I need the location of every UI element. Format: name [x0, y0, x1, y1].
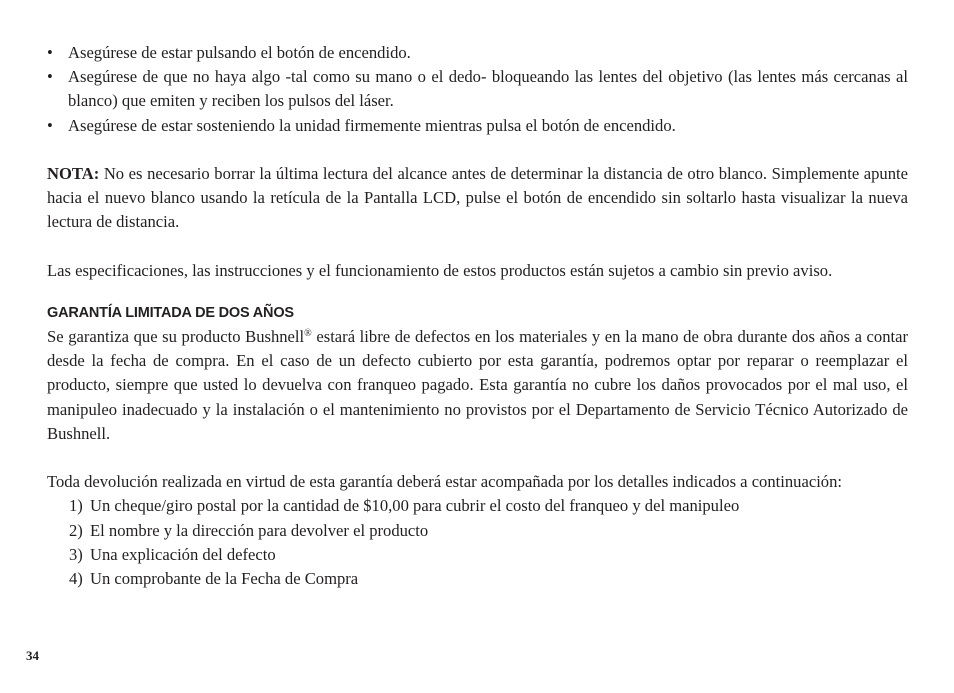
troubleshooting-bullet-list — [47, 41, 908, 138]
return-intro: Toda devolución realizada en virtud de esta garantía deberá estar acompañada por los detalles indicados a continuación: — [47, 472, 843, 492]
item-number: 1) — [69, 496, 83, 516]
bullet-dot: • — [47, 43, 53, 62]
list-item — [69, 543, 908, 567]
note-paragraph — [47, 162, 908, 235]
list-item — [69, 494, 908, 518]
bullet-dot: • — [47, 67, 53, 87]
item-text: Un cheque/giro postal por la cantidad de $10,00 para cubrir el costo del franqueo y del manipuleo — [90, 496, 740, 516]
list-item — [69, 519, 908, 543]
list-item — [47, 114, 908, 138]
item-text: Un comprobante de la Fecha de Compra — [90, 569, 359, 589]
page-number: 34 — [26, 648, 39, 663]
warranty-paragraph — [47, 325, 908, 446]
bullet-text: Asegúrese de que no haya algo -tal como su mano o el dedo- bloqueando las lentes del objetivo (las lentes más cercanas al blanco) que emiten y reciben los pulsos del láser. — [68, 67, 908, 111]
warranty-text-start: Se garantiza que su producto Bushnell — [47, 327, 305, 346]
return-requirements-list — [47, 494, 908, 591]
item-number: 4) — [69, 569, 83, 589]
item-number: 3) — [69, 544, 83, 564]
note-text: No es necesario borrar la última lectura del alcance antes de determinar la distancia de otro blanco. Simplemente apunte hacia el nuevo blanco usando la retícula de la Pantalla LCD, pulse el botón de encendido sin soltarlo hasta visualizar la nueva lectura de distancia. — [47, 164, 908, 232]
item-number: 2) — [69, 520, 83, 540]
bullet-text: Asegúrese de estar sosteniendo la unidad firmemente mientras pulsa el botón de encendido. — [68, 115, 676, 135]
warranty-text-rest: estará libre de defectos en los materiales y en la mano de obra durante dos años a contar desde la fecha de compra. En el caso de un defecto cubierto por esta garantía, podremos optar por reparar o reemplazar el producto, siempre que usted lo devuelva con franqueo pagado. Esta garantía no cubre los daños provocados por el mal uso, el manipuleo inadecuado y la instalación o el mantenimiento no provistos por el Departamento de Servicio Técnico Autorizado de Bushnell. — [47, 327, 909, 443]
bullet-text: Asegúrese de estar pulsando el botón de encendido. — [68, 43, 411, 62]
list-item — [69, 567, 908, 591]
bullet-dot: • — [47, 115, 53, 135]
warranty-heading: GARANTÍA LIMITADA DE DOS AÑOS — [47, 305, 294, 321]
item-text: El nombre y la dirección para devolver el producto — [90, 520, 429, 540]
list-item — [47, 65, 908, 113]
list-item — [47, 41, 908, 65]
note-label: NOTA: — [47, 164, 100, 183]
specs-notice: Las especificaciones, las instrucciones y el funcionamiento de estos productos están sujetos a cambio sin previo aviso. — [47, 260, 833, 280]
registered-mark: ® — [304, 328, 312, 339]
item-text: Una explicación del defecto — [90, 544, 276, 564]
page-content — [47, 41, 908, 591]
